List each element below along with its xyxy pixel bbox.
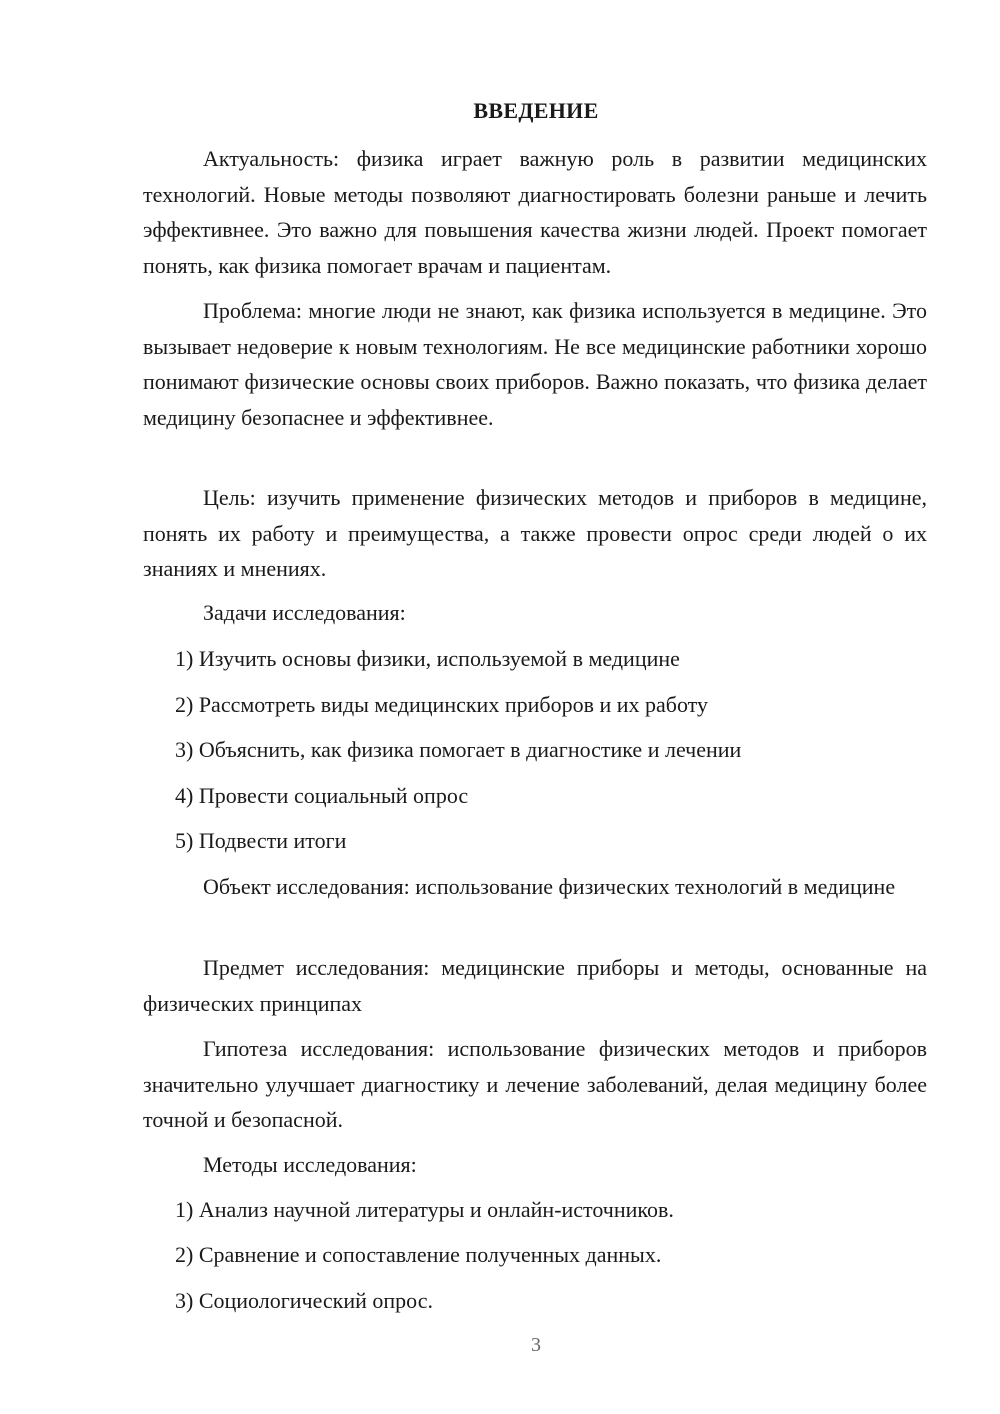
method-item-1: 1) Анализ научной литературы и онлайн-источников. bbox=[175, 1197, 674, 1222]
paragraph-relevance: Актуальность: физика играет важную роль в развитии медицинских технологий. Новые методы позволяют диагностировать болезни раньше и лечить эффективнее. Это важно для повышения качества жизни людей. Проект помогает понять, как физика помогает врачам и пациентам. bbox=[143, 146, 927, 278]
method-item-3: 3) Социологический опрос. bbox=[175, 1288, 433, 1313]
paragraph-hypothesis: Гипотеза исследования: использование физических методов и приборов значительно улучшает диагностику и лечение заболеваний, делая медицину более точной и безопасной. bbox=[143, 1036, 927, 1132]
task-item-4: 4) Провести социальный опрос bbox=[175, 783, 469, 808]
method-item-2: 2) Сравнение и сопоставление полученных данных. bbox=[175, 1242, 662, 1267]
paragraph-goal: Цель: изучить применение физических методов и приборов в медицине, понять их работу и преимущества, а также провести опрос среди людей о их знаниях и мнениях. bbox=[143, 485, 927, 581]
paragraph-problem: Проблема: многие люди не знают, как физика используется в медицине. Это вызывает недоверие к новым технологиям. Не все медицинские работники хорошо понимают физические основы своих приборов. Важно показать, что физика делает медицину безопаснее и эффективнее. bbox=[143, 298, 927, 430]
page-number: 3 bbox=[531, 1334, 541, 1356]
task-item-5: 5) Подвести итоги bbox=[175, 828, 347, 853]
task-item-1: 1) Изучить основы физики, используемой в медицине bbox=[175, 646, 680, 671]
tasks-heading: Задачи исследования: bbox=[203, 600, 406, 625]
task-item-3: 3) Объяснить, как физика помогает в диагностике и лечении bbox=[175, 737, 742, 762]
section-heading: ВВЕДЕНИЕ bbox=[473, 98, 599, 123]
paragraph-subject: Предмет исследования: медицинские приборы и методы, основанные на физических принципах bbox=[143, 955, 927, 1016]
methods-heading: Методы исследования: bbox=[203, 1152, 417, 1177]
task-item-2: 2) Рассмотреть виды медицинских приборов и их работу bbox=[175, 692, 708, 717]
paragraph-object: Объект исследования: использование физических технологий в медицине bbox=[203, 874, 896, 899]
